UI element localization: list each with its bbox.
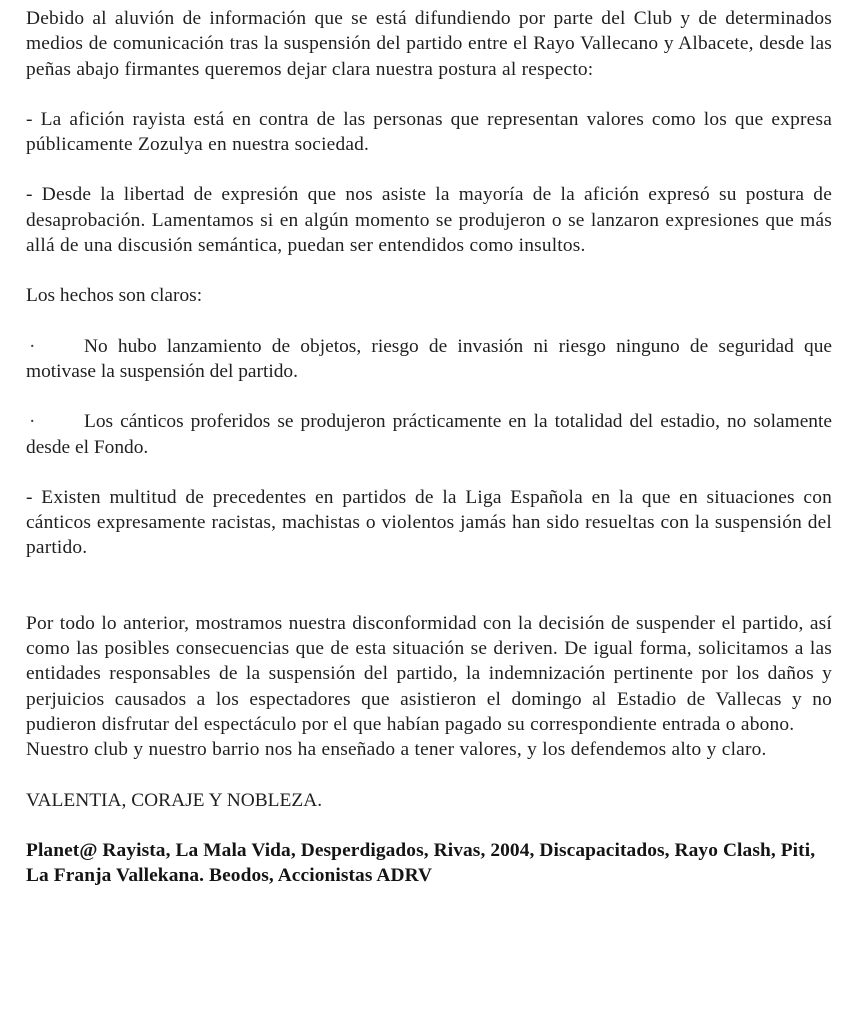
paragraph-intro: Debido al aluvión de información que se está difundiendo por parte del Club y de determinados medios de comunicación tras la suspensión del partido entre el Rayo Vallecano y Albacete, desde las peñas abajo firmantes queremos dejar clara nuestra postura al respecto: (26, 8, 832, 80)
paragraph-closing: Por todo lo anterior, mostramos nuestra disconformidad con la decisión de suspender el partido, así como las posibles consecuencias que de esta situación se deriven. De igual forma, solicitamos a las entidades responsables de la suspensión del partido, la indemnización pertinente por los daños y perjuicios causados a los espectadores que asistieron el domingo al Estadio de Vallecas y no pudieron disfrutar del espectáculo por el que habían pagado su correspondiente entrada o abono. (26, 612, 832, 735)
paragraph-spacer (26, 384, 832, 409)
list-item-text: No hubo lanzamiento de objetos, riesgo de invasión ni riesgo ninguno de seguridad que motivase la suspensión del partido. (26, 335, 832, 382)
paragraph-spacer-large (26, 561, 832, 611)
document-body (26, 6, 832, 889)
signatories-line: Planet@ Rayista, La Mala Vida, Desperdigados, Rivas, 2004, Discapacitados, Rayo Clash, Piti, La Franja Vallekana. Beodos, Accionistas ADRV (26, 839, 816, 887)
paragraph-spacer (26, 82, 832, 107)
paragraph-spacer (26, 763, 832, 788)
paragraph-spacer (26, 258, 832, 283)
paragraph-closing-2: Nuestro club y nuestro barrio nos ha enseñado a tener valores, y los defendemos alto y claro. (26, 739, 767, 761)
motto-line: VALENTIA, CORAJE Y NOBLEZA. (26, 789, 323, 811)
list-item (26, 409, 832, 460)
bullet-dot-icon: · (29, 411, 36, 433)
list-item-text: Los cánticos proferidos se produjeron prácticamente en la totalidad del estadio, no solamente desde el Fondo. (26, 411, 832, 458)
paragraph-spacer (26, 813, 832, 838)
paragraph-spacer (26, 157, 832, 182)
paragraph-spacer (26, 309, 832, 334)
paragraph-spacer (26, 460, 832, 485)
facts-heading: Los hechos son claros: (26, 285, 203, 307)
bullet-dot-icon: · (29, 335, 36, 357)
paragraph-point-2: - Desde la libertad de expresión que nos asiste la mayoría de la afición expresó su postura de desaprobación. Lamentamos si en algún momento se produjeron o se lanzaron expresiones que más allá de una discusión semántica, puedan ser entendidos como insultos. (26, 184, 832, 257)
paragraph-point-3: - Existen multitud de precedentes en partidos de la Liga Española en la que en situaciones con cánticos expresamente racistas, machistas o violentos jamás han sido resueltas con la suspensión del partido. (26, 486, 832, 559)
list-item (26, 334, 832, 385)
paragraph-point-1: - La afición rayista está en contra de las personas que representan valores como los que expresa públicamente Zozulya en nuestra sociedad. (26, 108, 832, 156)
